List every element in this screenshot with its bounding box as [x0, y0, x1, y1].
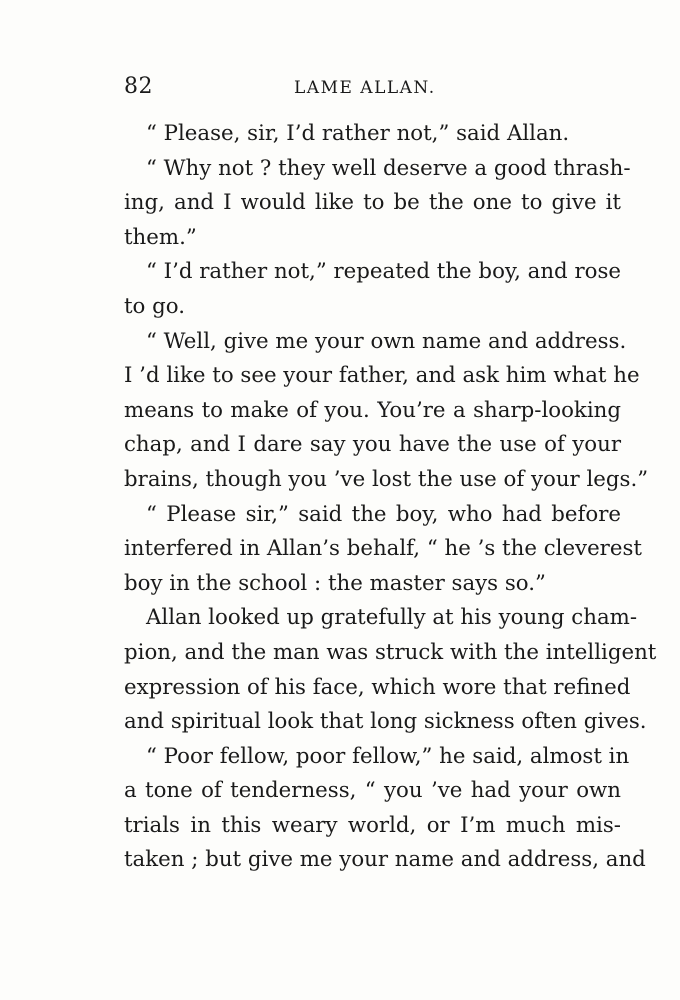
- text-line: boy in the school : the master says so.”: [124, 570, 546, 596]
- text-line: trials in this weary world, or I’m much mis-: [124, 812, 621, 838]
- body-text: [124, 117, 657, 878]
- text-line: expression of his face, which wore that refined: [124, 674, 631, 700]
- text-line: taken ; but give me your name and address, and: [124, 847, 646, 873]
- text-line: them.”: [124, 224, 197, 250]
- text-line: brains, though you ’ve lost the use of your legs.”: [124, 466, 649, 492]
- text-line: I ’d like to see your father, and ask him what he: [124, 363, 640, 389]
- page-number: 82: [124, 74, 153, 99]
- text-line: and spiritual look that long sickness often gives.: [124, 709, 647, 735]
- text-line: “ Please sir,” said the boy, who had before: [146, 501, 621, 527]
- page-header: [124, 74, 624, 104]
- text-line: chap, and I dare say you have the use of your: [124, 432, 621, 458]
- text-line: ing, and I would like to be the one to give it: [124, 190, 621, 216]
- text-line: pion, and the man was struck with the intelligent: [124, 639, 657, 665]
- text-line: “ Poor fellow, poor fellow,” he said, almost in: [146, 743, 630, 769]
- text-line: “ Please, sir, I’d rather not,” said Allan.: [146, 121, 570, 146]
- text-line: “ Why not ? they well deserve a good thrash-: [146, 155, 631, 181]
- text-line: “ Well, give me your own name and address.: [146, 328, 627, 354]
- running-title: LAME ALLAN.: [294, 78, 436, 98]
- text-line: Allan looked up gratefully at his young cham-: [146, 605, 638, 631]
- text-line: a tone of tenderness, “ you ’ve had your own: [124, 778, 621, 804]
- text-line: means to make of you. You’re a sharp-looking: [124, 397, 621, 423]
- text-line: interfered in Allan’s behalf, “ he ’s the cleverest: [124, 536, 642, 562]
- text-line: to go.: [124, 293, 185, 319]
- text-line: “ I’d rather not,” repeated the boy, and rose: [146, 259, 621, 285]
